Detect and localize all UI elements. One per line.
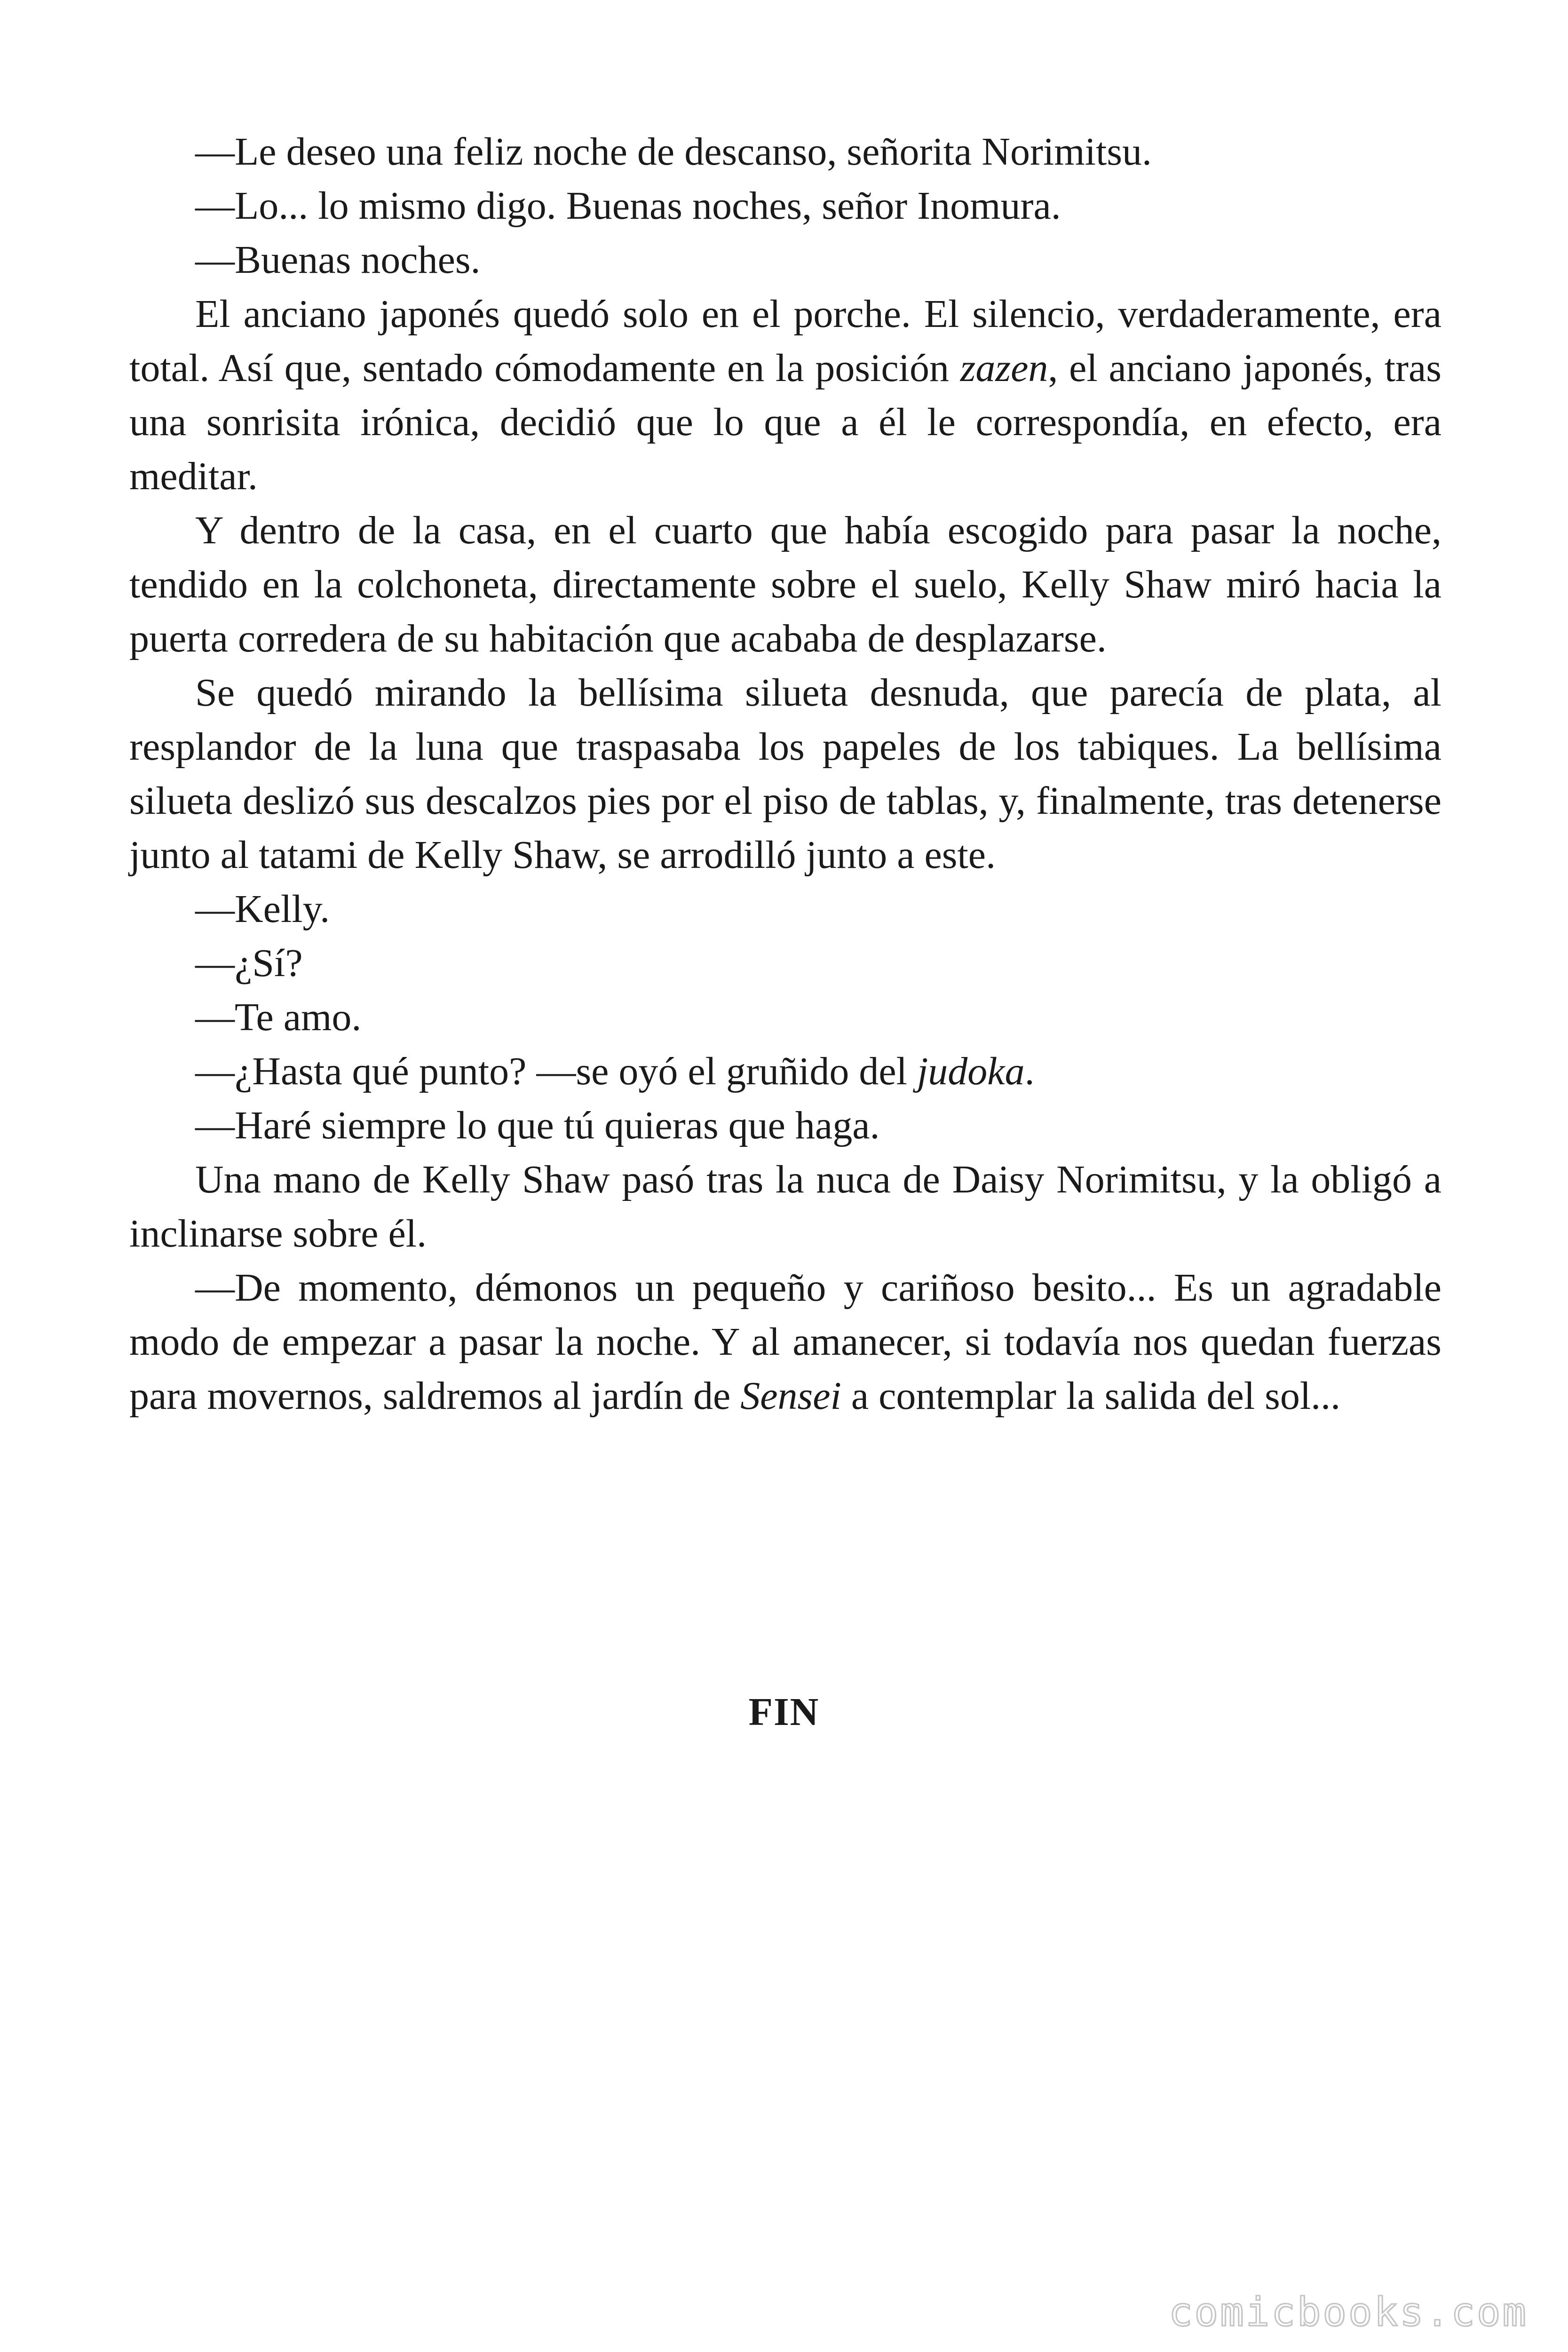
- paragraph: Se quedó mirando la bellísima silueta desnuda, que parecía de plata, al resplandor de la luna que traspasaba los papeles de los tabiques. La bellísima silueta deslizó sus descalzos pies por el piso de tablas, y, finalmente, tras detenerse junto al tatami de Kelly Shaw, se arrodilló junto a este.: [129, 671, 1441, 877]
- paragraph: —Lo... lo mismo digo. Buenas noches, señor Inomura.: [195, 184, 1061, 228]
- paragraph: —Haré siempre lo que tú quieras que haga.: [195, 1104, 880, 1147]
- paragraph: —Buenas noches.: [195, 238, 481, 282]
- paragraph: —De momento, démonos un pequeño y cariñoso besito... Es un agradable modo de empezar a pasar la noche. Y al amanecer, si todavía nos quedan fuerzas para movernos, saldremos al jardín de Sensei a contemplar la salida del sol...: [129, 1266, 1441, 1418]
- paragraph: El anciano japonés quedó solo en el porche. El silencio, verdaderamente, era total. Así que, sentado cómodamente en la posición zazen, el anciano japonés, tras una sonrisita irónica, decidió que lo que a él le correspondía, en efecto, era meditar.: [129, 292, 1441, 498]
- paragraph: Una mano de Kelly Shaw pasó tras la nuca de Daisy Norimitsu, y la obligó a inclinarse sobre él.: [129, 1158, 1441, 1255]
- italic-term: zazen: [960, 346, 1048, 390]
- ending-title: FIN: [748, 1690, 820, 1734]
- paragraph: —Kelly.: [195, 887, 330, 931]
- italic-term: judoka: [917, 1049, 1025, 1093]
- paragraph: —Te amo.: [195, 995, 362, 1039]
- italic-term: Sensei: [740, 1374, 841, 1418]
- paragraph: —¿Hasta qué punto? —se oyó el gruñido del judoka.: [195, 1049, 1035, 1093]
- page-body: [129, 125, 1441, 1423]
- site-watermark: comicbooks.com: [1168, 2289, 1528, 2335]
- paragraph: —¿Sí?: [195, 941, 303, 985]
- paragraph: —Le deseo una feliz noche de descanso, señorita Norimitsu.: [195, 130, 1152, 174]
- paragraph: Y dentro de la casa, en el cuarto que había escogido para pasar la noche, tendido en la colchoneta, directamente sobre el suelo, Kelly Shaw miró hacia la puerta corredera de su habitación que acababa de desplazarse.: [129, 509, 1441, 660]
